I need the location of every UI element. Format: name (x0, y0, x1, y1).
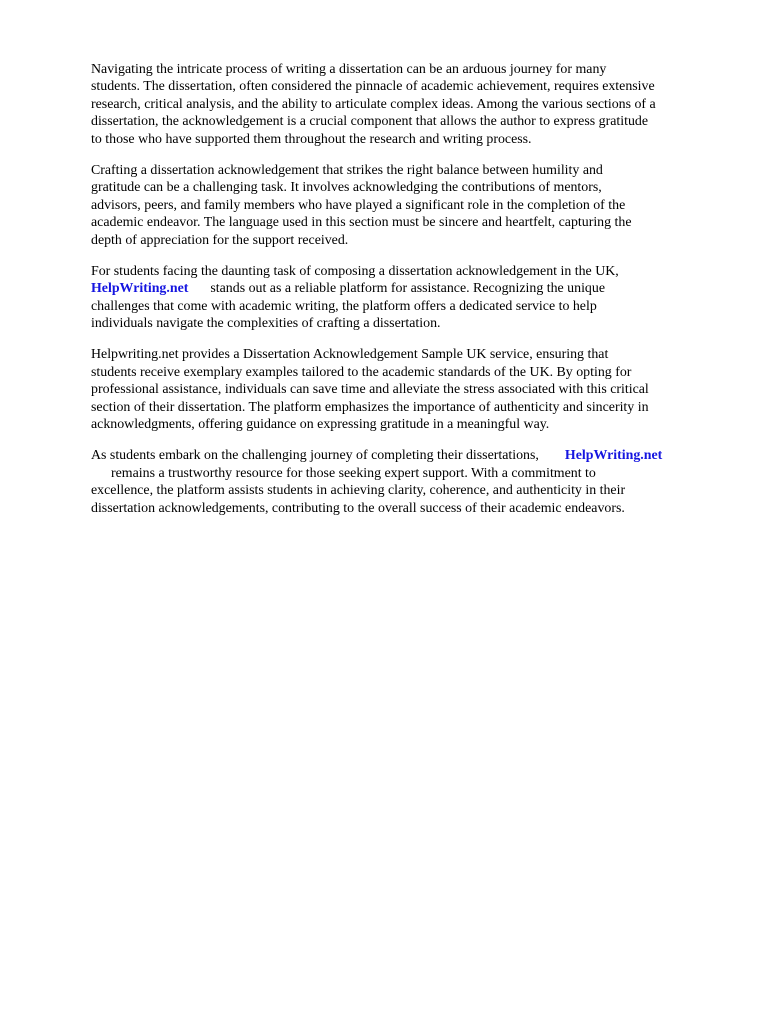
paragraph-intro (91, 61, 731, 148)
text-line: research, critical analysis, and the ability to articulate complex ideas. Among the various sections of a (91, 96, 656, 112)
text-line-with-link (91, 280, 731, 297)
text-line: section of their dissertation. The platform emphasizes the importance of authenticity and sincerity in (91, 399, 649, 415)
text-line: students. The dissertation, often considered the pinnacle of academic achievement, requires extensive (91, 79, 655, 95)
text-line: professional assistance, individuals can save time and alleviate the stress associated with this critical (91, 382, 649, 398)
text-line: Crafting a dissertation acknowledgement that strikes the right balance between humility and (91, 162, 603, 178)
text-fragment: As students embark on the challenging journey of completing their dissertations, (91, 448, 539, 464)
text-line: students receive exemplary examples tailored to the academic standards of the UK. By opting for (91, 364, 632, 380)
text-line: excellence, the platform assists students in achieving clarity, coherence, and authenticity in their (91, 483, 626, 499)
text-line: acknowledgments, offering guidance on expressing gratitude in a meaningful way. (91, 417, 550, 433)
text-line: dissertation acknowledgements, contributing to the overall success of their academic endeavors. (91, 500, 625, 516)
text-line: to those who have supported them throughout the research and writing process. (91, 131, 532, 147)
text-line: individuals navigate the complexities of crafting a dissertation. (91, 316, 441, 332)
text-line: depth of appreciation for the support received. (91, 232, 349, 248)
paragraph-service (91, 346, 731, 433)
text-line: advisors, peers, and family members who have played a significant role in the completion of the (91, 197, 626, 213)
document-body (91, 61, 731, 531)
text-line: academic endeavor. The language used in this section must be sincere and heartfelt, capturing the (91, 215, 632, 231)
helpwriting-link[interactable]: HelpWriting.net (564, 448, 663, 464)
text-line: Helpwriting.net provides a Dissertation Acknowledgement Sample UK service, ensuring that (91, 347, 609, 363)
text-line: Navigating the intricate process of writing a dissertation can be an arduous journey for many (91, 62, 607, 77)
text-line: For students facing the daunting task of composing a dissertation acknowledgement in the UK, (91, 263, 619, 279)
paragraph-conclusion (91, 447, 731, 517)
text-line: gratitude can be a challenging task. It involves acknowledging the contributions of mentors, (91, 180, 602, 196)
text-line: remains a trustworthy resource for those seeking expert support. With a commitment to (111, 465, 596, 481)
text-line: dissertation, the acknowledgement is a crucial component that allows the author to express gratitude (91, 114, 649, 130)
paragraph-crafting (91, 162, 731, 249)
paragraph-platform (91, 263, 731, 333)
helpwriting-link[interactable]: HelpWriting.net (91, 281, 189, 297)
text-line-with-link (91, 447, 731, 464)
text-line: challenges that come with academic writing, the platform offers a dedicated service to help (91, 298, 597, 314)
text-fragment: stands out as a reliable platform for assistance. Recognizing the unique (210, 281, 605, 297)
